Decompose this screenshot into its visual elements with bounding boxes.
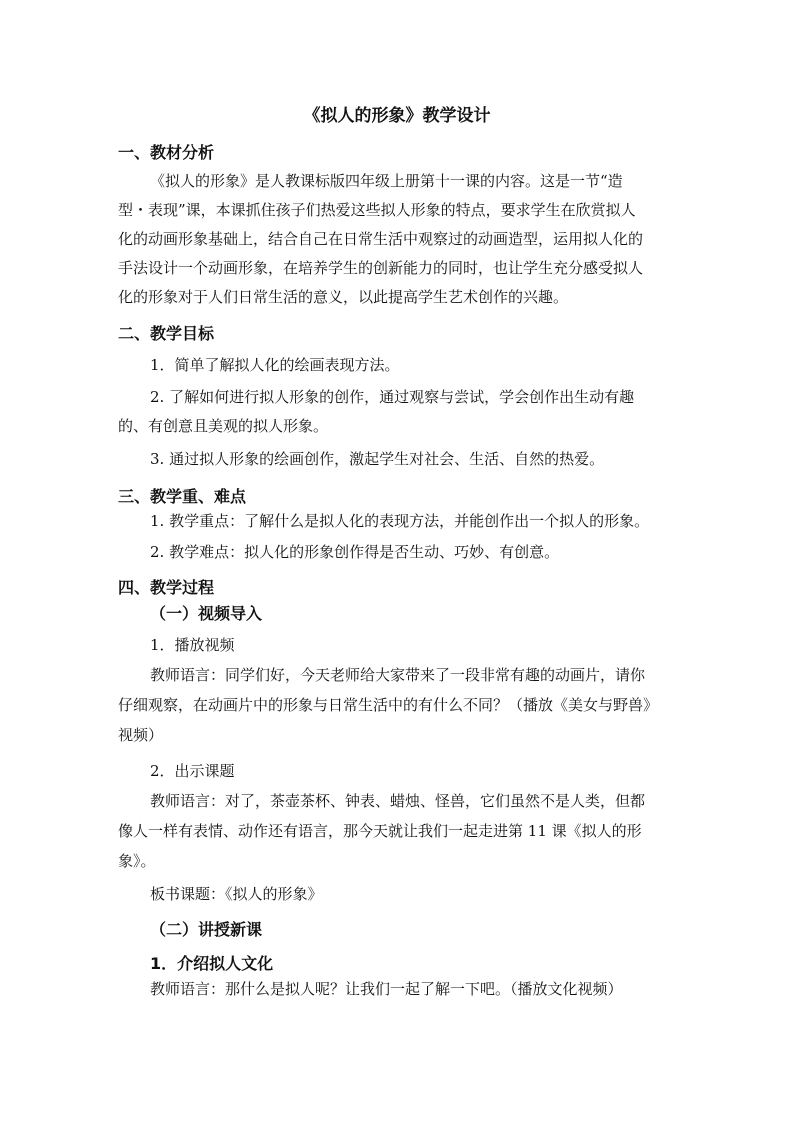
list-item: 1. 教学重点：了解什么是拟人化的表现方法，并能创作出一个拟人的形象。	[150, 512, 650, 530]
section-heading-analysis: 一、教材分析	[118, 143, 215, 162]
paragraph-line: 化的形象对于人们日常生活的意义，以此提高学生艺术创作的兴趣。	[118, 288, 569, 306]
paragraph-line: 教师语言：那什么是拟人呢？让我们一起了解一下吧。（播放文化视频）	[150, 980, 623, 998]
list-item: 3. 通过拟人形象的绘画创作，激起学生对社会、生活、自然的热爱。	[150, 450, 605, 468]
paragraph-line: 化的动画形象基础上，结合自己在日常生活中观察过的动画造型，运用拟人化的	[118, 230, 644, 248]
list-item: 2. 了解如何进行拟人形象的创作，通过观察与尝试，学会创作出生动有趣	[150, 388, 635, 406]
paragraph-line: 教师语言：同学们好，今天老师给大家带来了一段非常有趣的动画片，请你	[150, 666, 646, 684]
paragraph-line: 视频）	[118, 726, 164, 744]
subsection-item-heading: 1．介绍拟人文化	[150, 954, 274, 973]
paragraph-line: 像人一样有表情、动作还有语言，那今天就让我们一起走进第 11 课《拟人的形	[118, 822, 642, 840]
paragraph-line: 手法设计一个动画形象，在培养学生的创新能力的同时，也让学生充分感受拟人	[118, 259, 644, 277]
document-title: 《拟人的形象》教学设计	[303, 106, 491, 126]
paragraph-line: 《拟人的形象》是人教课标版四年级上册第十一课的内容。这是一节“造	[150, 172, 623, 190]
subsection-heading-new-lesson: （二）讲授新课	[150, 920, 263, 939]
subsection-heading-video: （一）视频导入	[150, 604, 263, 623]
section-heading-process: 四、教学过程	[118, 578, 215, 597]
list-item: 1．简单了解拟人化的绘画表现方法。	[150, 356, 400, 374]
paragraph-line: 仔细观察，在动画片中的形象与日常生活中的有什么不同？（播放《美女与野兽》	[118, 696, 659, 714]
paragraph-line: 型・表现”课，本课抓住孩子们热爱这些拟人形象的特点，要求学生在欣赏拟人	[118, 201, 636, 219]
step-item: 2．出示课题	[150, 762, 235, 780]
paragraph-line: 象》。	[118, 852, 156, 870]
list-item-continued: 的、有创意且美观的拟人形象。	[118, 417, 329, 435]
board-title-line: 板书课题：《拟人的形象》	[150, 885, 323, 903]
step-item: 1．播放视频	[150, 636, 235, 654]
section-heading-key-points: 三、教学重、难点	[118, 487, 247, 506]
list-item: 2. 教学难点：拟人化的形象创作得是否生动、巧妙、有创意。	[150, 543, 560, 561]
section-heading-goals: 二、教学目标	[118, 324, 215, 343]
paragraph-line: 教师语言：对了，茶壶茶杯、钟表、蜡烛、怪兽，它们虽然不是人类，但都	[150, 792, 646, 810]
